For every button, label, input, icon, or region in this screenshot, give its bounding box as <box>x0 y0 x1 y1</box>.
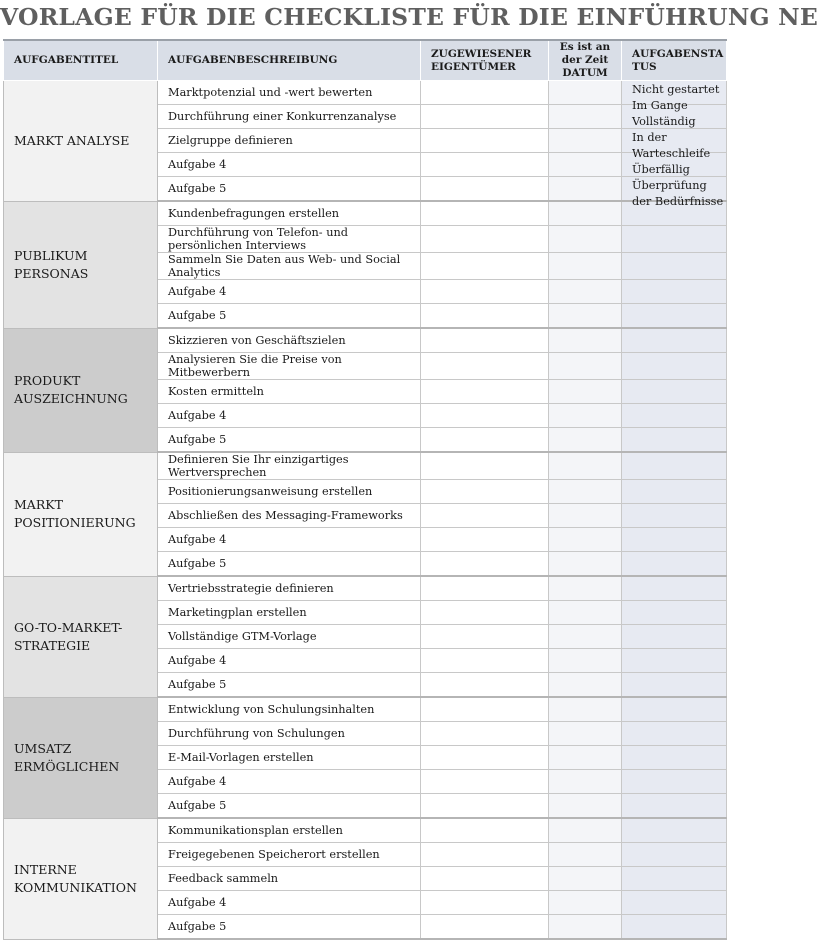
task-description[interactable]: Vertriebsstrategie definieren <box>158 576 421 601</box>
owner-cell[interactable] <box>421 153 549 177</box>
owner-cell[interactable] <box>421 794 549 819</box>
task-description[interactable]: Aufgabe 5 <box>158 428 421 453</box>
due-date-cell[interactable] <box>549 129 622 153</box>
task-description[interactable]: E-Mail-Vorlagen erstellen <box>158 746 421 770</box>
status-cell[interactable] <box>622 528 727 552</box>
due-date-cell[interactable] <box>549 697 622 722</box>
header-task-description: AUFGABENBESCHREIBUNG <box>158 40 421 81</box>
owner-cell[interactable] <box>421 649 549 673</box>
status-option[interactable]: Nicht gestartet <box>632 83 720 96</box>
task-description[interactable]: Positionierungsanweisung erstellen <box>158 480 421 504</box>
status-cell[interactable] <box>622 504 727 528</box>
owner-cell[interactable] <box>421 353 549 380</box>
owner-cell[interactable] <box>421 818 549 843</box>
status-cell[interactable] <box>622 649 727 673</box>
owner-cell[interactable] <box>421 177 549 202</box>
owner-cell[interactable] <box>421 504 549 528</box>
status-option[interactable]: Im Gange <box>632 99 688 112</box>
task-row <box>4 328 727 353</box>
task-description[interactable]: Kosten ermitteln <box>158 380 421 404</box>
status-cell[interactable] <box>622 226 727 253</box>
task-description[interactable]: Aufgabe 5 <box>158 304 421 329</box>
status-cell[interactable] <box>622 253 727 280</box>
owner-cell[interactable] <box>421 105 549 129</box>
due-date-cell[interactable] <box>549 428 622 453</box>
header-task-status: AUFGABENSTA TUS <box>622 40 727 81</box>
task-row <box>4 697 727 722</box>
due-date-cell[interactable] <box>549 253 622 280</box>
task-row <box>4 576 727 601</box>
owner-cell[interactable] <box>421 915 549 940</box>
owner-cell[interactable] <box>421 625 549 649</box>
task-description[interactable]: Aufgabe 4 <box>158 770 421 794</box>
task-description[interactable]: Aufgabe 4 <box>158 891 421 915</box>
task-row <box>4 201 727 226</box>
due-date-cell[interactable] <box>549 625 622 649</box>
due-date-cell[interactable] <box>549 843 622 867</box>
status-option[interactable]: Vollständig <box>632 115 696 128</box>
status-cell[interactable] <box>622 625 727 649</box>
task-description[interactable]: Abschließen des Messaging-Frameworks <box>158 504 421 528</box>
task-description[interactable]: Sammeln Sie Daten aus Web- und Social Analytics <box>158 253 421 280</box>
due-date-cell[interactable] <box>549 915 622 940</box>
group-title: GO-TO-MARKET-STRATEGIE <box>4 576 158 697</box>
task-description[interactable]: Durchführung einer Konkurrenzanalyse <box>158 105 421 129</box>
owner-cell[interactable] <box>421 253 549 280</box>
status-cell[interactable] <box>622 794 727 819</box>
due-date-cell[interactable] <box>549 404 622 428</box>
task-row <box>4 452 727 480</box>
owner-cell[interactable] <box>421 843 549 867</box>
page-title: VORLAGE FÜR DIE CHECKLISTE FÜR DIE EINFÜHRUNG NE <box>0 3 818 31</box>
task-row <box>4 81 727 105</box>
owner-cell[interactable] <box>421 452 549 480</box>
owner-cell[interactable] <box>421 328 549 353</box>
due-date-cell[interactable] <box>549 770 622 794</box>
owner-cell[interactable] <box>421 867 549 891</box>
task-description[interactable]: Aufgabe 4 <box>158 649 421 673</box>
due-date-cell[interactable] <box>549 722 622 746</box>
status-cell[interactable] <box>622 576 727 601</box>
task-description[interactable]: Aufgabe 4 <box>158 404 421 428</box>
owner-cell[interactable] <box>421 673 549 698</box>
status-cell[interactable] <box>622 480 727 504</box>
group-title: PRODUKT AUSZEICHNUNG <box>4 328 158 452</box>
status-cell[interactable] <box>622 915 727 940</box>
owner-cell[interactable] <box>421 480 549 504</box>
due-date-cell[interactable] <box>549 226 622 253</box>
owner-cell[interactable] <box>421 81 549 105</box>
due-date-cell[interactable] <box>549 746 622 770</box>
status-option[interactable]: Überfällig <box>632 163 690 176</box>
status-cell[interactable] <box>622 353 727 380</box>
task-description[interactable]: Kundenbefragungen erstellen <box>158 201 421 226</box>
owner-cell[interactable] <box>421 404 549 428</box>
checklist-table <box>3 39 727 940</box>
owner-cell[interactable] <box>421 722 549 746</box>
task-description[interactable]: Definieren Sie Ihr einzigartiges Wertversprechen <box>158 452 421 480</box>
status-cell[interactable] <box>622 818 727 843</box>
task-description[interactable]: Skizzieren von Geschäftszielen <box>158 328 421 353</box>
task-description[interactable]: Durchführung von Schulungen <box>158 722 421 746</box>
due-date-cell[interactable] <box>549 891 622 915</box>
owner-cell[interactable] <box>421 280 549 304</box>
due-date-cell[interactable] <box>549 81 622 105</box>
due-date-cell[interactable] <box>549 504 622 528</box>
task-description[interactable]: Aufgabe 5 <box>158 794 421 819</box>
checklist-body <box>4 81 727 940</box>
status-cell[interactable] <box>622 452 727 480</box>
status-cell[interactable] <box>622 843 727 867</box>
task-row <box>4 818 727 843</box>
due-date-cell[interactable] <box>549 576 622 601</box>
due-date-cell[interactable] <box>549 794 622 819</box>
task-description[interactable]: Marketingplan erstellen <box>158 601 421 625</box>
due-date-cell[interactable] <box>549 673 622 698</box>
owner-cell[interactable] <box>421 576 549 601</box>
task-description[interactable]: Freigegebenen Speicherort erstellen <box>158 843 421 867</box>
status-cell[interactable] <box>622 404 727 428</box>
owner-cell[interactable] <box>421 380 549 404</box>
status-cell[interactable] <box>622 697 727 722</box>
due-date-cell[interactable] <box>549 649 622 673</box>
status-cell[interactable] <box>622 891 727 915</box>
task-description[interactable]: Analysieren Sie die Preise von Mitbewerbern <box>158 353 421 380</box>
status-cell[interactable] <box>622 280 727 304</box>
owner-cell[interactable] <box>421 528 549 552</box>
status-cell[interactable] <box>622 867 727 891</box>
task-description[interactable]: Aufgabe 4 <box>158 153 421 177</box>
group-title: MARKT POSITIONIERUNG <box>4 452 158 576</box>
due-date-cell[interactable] <box>549 552 622 577</box>
status-cell[interactable] <box>622 304 727 329</box>
due-date-cell[interactable] <box>549 867 622 891</box>
owner-cell[interactable] <box>421 201 549 226</box>
owner-cell[interactable] <box>421 746 549 770</box>
due-date-cell[interactable] <box>549 304 622 329</box>
group-title: PUBLIKUM PERSONAS <box>4 201 158 328</box>
due-date-cell[interactable] <box>549 480 622 504</box>
due-date-cell[interactable] <box>549 177 622 202</box>
status-cell[interactable] <box>622 428 727 453</box>
task-description[interactable]: Aufgabe 5 <box>158 915 421 940</box>
task-description[interactable]: Aufgabe 4 <box>158 528 421 552</box>
owner-cell[interactable] <box>421 552 549 577</box>
status-cell[interactable] <box>622 380 727 404</box>
owner-cell[interactable] <box>421 129 549 153</box>
owner-cell[interactable] <box>421 770 549 794</box>
task-description[interactable]: Zielgruppe definieren <box>158 129 421 153</box>
status-cell[interactable] <box>622 328 727 353</box>
due-date-cell[interactable] <box>549 601 622 625</box>
status-cell[interactable] <box>622 552 727 577</box>
task-description[interactable]: Aufgabe 5 <box>158 177 421 202</box>
status-cell[interactable] <box>622 746 727 770</box>
owner-cell[interactable] <box>421 601 549 625</box>
due-date-cell[interactable] <box>549 380 622 404</box>
task-description[interactable]: Marktpotenzial und -wert bewerten <box>158 81 421 105</box>
due-date-cell[interactable] <box>549 280 622 304</box>
status-cell[interactable] <box>622 722 727 746</box>
due-date-cell[interactable] <box>549 105 622 129</box>
due-date-cell[interactable] <box>549 153 622 177</box>
due-date-cell[interactable] <box>549 452 622 480</box>
due-date-cell[interactable] <box>549 328 622 353</box>
status-cell[interactable] <box>622 770 727 794</box>
owner-cell[interactable] <box>421 891 549 915</box>
due-date-cell[interactable] <box>549 201 622 226</box>
task-description[interactable]: Aufgabe 5 <box>158 552 421 577</box>
status-option[interactable]: In der Warteschleife <box>632 131 711 160</box>
due-date-cell[interactable] <box>549 528 622 552</box>
owner-cell[interactable] <box>421 697 549 722</box>
task-description[interactable]: Durchführung von Telefon- und persönlichen Interviews <box>158 226 421 253</box>
header-due-date: Es ist an der Zeit DATUM <box>549 40 622 81</box>
task-description[interactable]: Kommunikationsplan erstellen <box>158 818 421 843</box>
status-options-list <box>632 82 728 210</box>
group-title: UMSATZ ERMÖGLICHEN <box>4 697 158 818</box>
due-date-cell[interactable] <box>549 353 622 380</box>
task-description[interactable]: Entwicklung von Schulungsinhalten <box>158 697 421 722</box>
status-cell[interactable] <box>622 601 727 625</box>
owner-cell[interactable] <box>421 304 549 329</box>
task-description[interactable]: Vollständige GTM-Vorlage <box>158 625 421 649</box>
owner-cell[interactable] <box>421 226 549 253</box>
header-assigned-owner: ZUGEWIESENER EIGENTÜMER <box>421 40 549 81</box>
group-title: MARKT ANALYSE <box>4 81 158 202</box>
header-row <box>4 40 727 81</box>
task-description[interactable]: Aufgabe 5 <box>158 673 421 698</box>
group-title: INTERNE KOMMUNIKATION <box>4 818 158 939</box>
status-cell[interactable] <box>622 673 727 698</box>
task-description[interactable]: Feedback sammeln <box>158 867 421 891</box>
owner-cell[interactable] <box>421 428 549 453</box>
header-task-title: AUFGABENTITEL <box>4 40 158 81</box>
status-option[interactable]: Überprüfung der Bedürfnisse <box>632 179 724 208</box>
due-date-cell[interactable] <box>549 818 622 843</box>
task-description[interactable]: Aufgabe 4 <box>158 280 421 304</box>
